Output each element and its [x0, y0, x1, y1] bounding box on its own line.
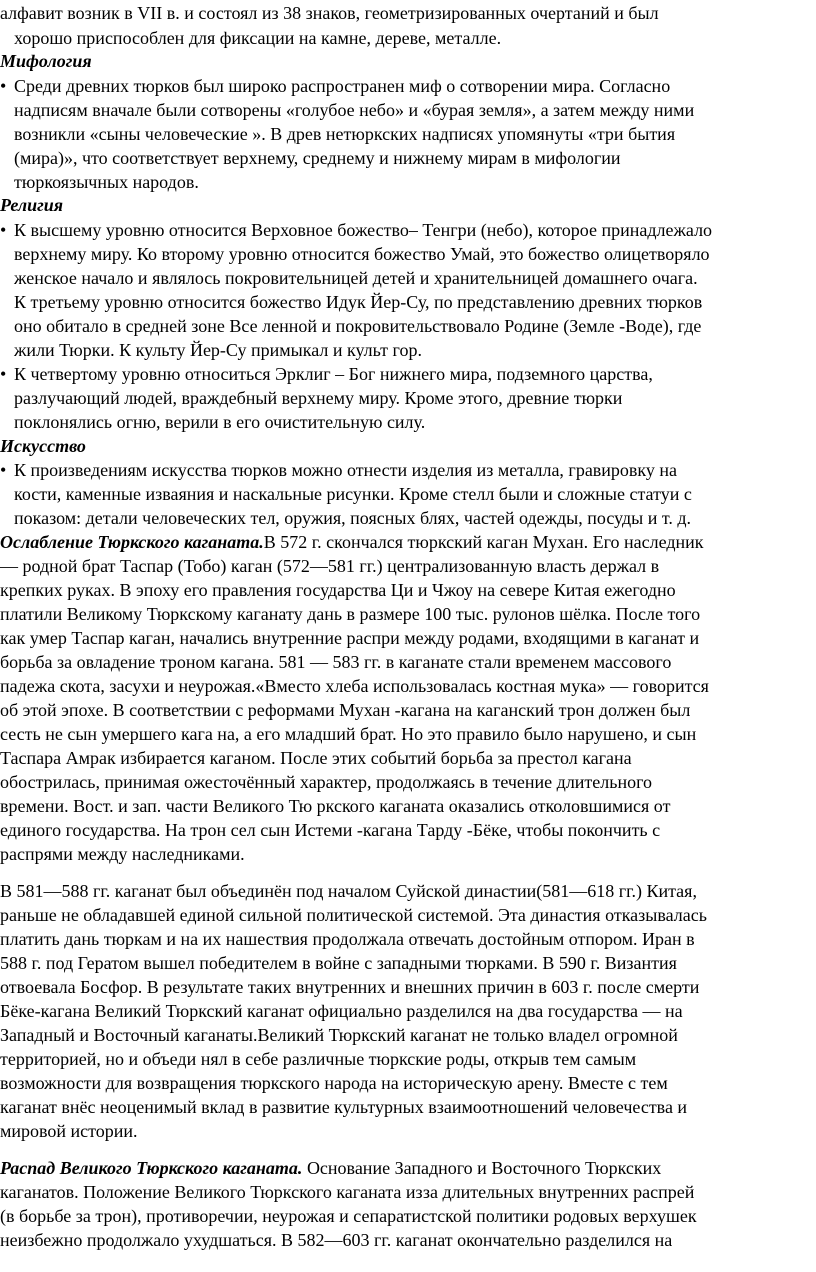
text-line: К произведениям искусства тюрков можно отнести изделия из металла, гравировку на — [14, 460, 678, 480]
text-line: надписям вначале были сотворены «голубое небо» и «бурая земля», а затем между ними — [14, 100, 695, 120]
text-line: оно обитало в средней зоне Все ленной и покровительствовало Родине (Земле -Воде), где — [14, 316, 702, 336]
text-line: 588 г. под Гератом вышел победителем в войне с западными тюрками. В 590 г. Византия — [0, 953, 677, 973]
text-line: платили Великому Тюркскому каганату дань в размере 100 тыс. рулонов шёлка. После того — [0, 604, 701, 624]
text-line: Таспара Амрак избирается каганом. После этих событий борьба за престол кагана — [0, 748, 632, 768]
text-line: К третьему уровню относится божество Идук Йер-Су, по представлению древних тюрков — [14, 292, 703, 312]
text-line: верхнему миру. Ко второму уровню относится божество Умай, это божество олицетворяло — [14, 244, 710, 264]
text-line: времени. Вост. и зап. части Великого Тю ркского каганата оказались отколовшимися от — [0, 796, 671, 816]
bullet-item — [0, 219, 816, 241]
text-line: показом: детали человеческих тел, оружия, поясных блях, частей одежды, посуды и т. д. — [14, 508, 692, 528]
text-line: отвоевала Босфор. В результате таких внутренних и внешних причин в 603 г. после смерти — [0, 977, 700, 997]
text-line: В 572 г. скончался тюркский каган Мухан. Его наследник — [263, 532, 704, 552]
text-line: К высшему уровню относится Верховное божество– Тенгри (небо), которое принадлежало — [14, 220, 713, 240]
section-heading-religion: Религия — [0, 195, 64, 215]
text-line: об этой эпохе. В соответствии с реформами Мухан -кагана на каганский трон должен был — [0, 700, 691, 720]
text-line: хорошо приспособлен для фиксации на камне, дереве, металле. — [14, 28, 502, 48]
bullet-marker: • — [0, 220, 7, 240]
text-line: единого государства. На трон сел сын Истеми -кагана Тарду -Бёке, чтобы покончить с — [0, 820, 661, 840]
text-line: алфавит возник в VII в. и состоял из 38 знаков, геометризированных очертаний и был — [0, 3, 659, 23]
bullet-item — [0, 75, 816, 97]
text-line: платить дань тюркам и на их нашествия продолжала отвечать достойным отпором. Иран в — [0, 929, 695, 949]
text-line: неизбежно продолжало ухудшаться. В 582—603 гг. каганат окончательно разделился на — [0, 1230, 673, 1250]
text-line: территорией, но и объеди нял в себе различные тюркские роды, открыв тем самым — [0, 1049, 637, 1069]
text-line: распрями между наследниками. — [0, 844, 245, 864]
text-line: жили Тюрки. К культу Йер-Су примыкал и культ гор. — [14, 340, 422, 360]
bullet-item — [0, 363, 816, 385]
text-line: как умер Таспар каган, начались внутренние распри между родами, входящими в каганат и — [0, 628, 700, 648]
text-line: каганат внёс неоценимый вклад в развитие культурных взаимоотношений человечества и — [0, 1097, 688, 1117]
text-line: Основание Западного и Восточного Тюркских — [302, 1158, 662, 1178]
text-line: Западный и Восточный каганаты.Великий Тюркский каганат не только владел огромной — [0, 1025, 678, 1045]
text-line: возможности для возвращения тюркского народа на историческую арену. Вместе с тем — [0, 1073, 668, 1093]
text-line: Среди древних тюрков был широко распространен миф о сотворении мира. Согласно — [14, 76, 671, 96]
bullet-marker: • — [0, 364, 7, 384]
inline-heading-collapse: Распад Великого Тюркского каганата. — [0, 1158, 303, 1178]
text-line: каганатов. Положение Великого Тюркского каганата изза длительных внутренних распрей — [0, 1182, 695, 1202]
inline-heading-weakening: Ослабление Тюркского каганата. — [0, 532, 264, 552]
bullet-marker: • — [0, 76, 7, 96]
bullet-marker: • — [0, 460, 7, 480]
text-line: возникли «сыны человеческие ». В древ нетюркских надписях упомянуты «три бытия — [14, 124, 676, 144]
section-heading-mythology: Мифология — [0, 51, 92, 71]
text-line: борьба за овладение троном кагана. 581 — 583 гг. в каганате стали временем массового — [0, 652, 672, 672]
text-line: поклонялись огню, верили в его очистительную силу. — [14, 412, 426, 432]
text-line: женское начало и являлось покровительницей детей и хранительницей домашнего очага. — [14, 268, 698, 288]
text-line: разлучающий людей, враждебный верхнему миру. Кроме этого, древние тюрки — [14, 388, 623, 408]
text-line: (в борьбе за трон), противоречии, неурожая и сепаратистской политики родовых верхушек — [0, 1206, 697, 1226]
text-line: крепких руках. В эпоху его правления государства Ци и Чжоу на севере Китая ежегодно — [0, 580, 676, 600]
text-line: — родной брат Таспар (Тобо) каган (572—581 гг.) централизованную власть держал в — [0, 556, 660, 576]
text-line: обострилась, принимая ожесточённый характер, продолжаясь в течение длительного — [0, 772, 653, 792]
section-heading-art: Искусство — [0, 436, 86, 456]
text-line: (мира)», что соответствует верхнему, среднему и нижнему мирам в мифологии — [14, 148, 621, 168]
text-line: кости, каменные изваяния и наскальные рисунки. Кроме стелл были и сложные статуи с — [14, 484, 692, 504]
bullet-item — [0, 459, 816, 481]
text-line: К четвертому уровню относиться Эрклиг – Бог нижнего мира, подземного царства, — [14, 364, 653, 384]
text-line: падежа скота, засухи и неурожая.«Вместо хлеба использовалась костная мука» — говорится — [0, 676, 709, 696]
text-line: мировой истории. — [0, 1121, 138, 1141]
text-line: тюркоязычных народов. — [14, 172, 199, 192]
text-line: В 581—588 гг. каганат был объединён под началом Суйской династии(581—618 гг.) Китая, — [0, 881, 697, 901]
text-line: раньше не обладавшей единой сильной политической системой. Эта династия отказывалась — [0, 905, 707, 925]
text-line: Бёке-кагана Великий Тюркский каганат официально разделился на два государства — на — [0, 1001, 683, 1021]
paragraph-first-line — [0, 531, 816, 553]
text-line: сесть не сын умершего кага на, а его младший брат. Но это правило было нарушено, и сын — [0, 724, 697, 744]
paragraph-first-line — [0, 1157, 816, 1179]
